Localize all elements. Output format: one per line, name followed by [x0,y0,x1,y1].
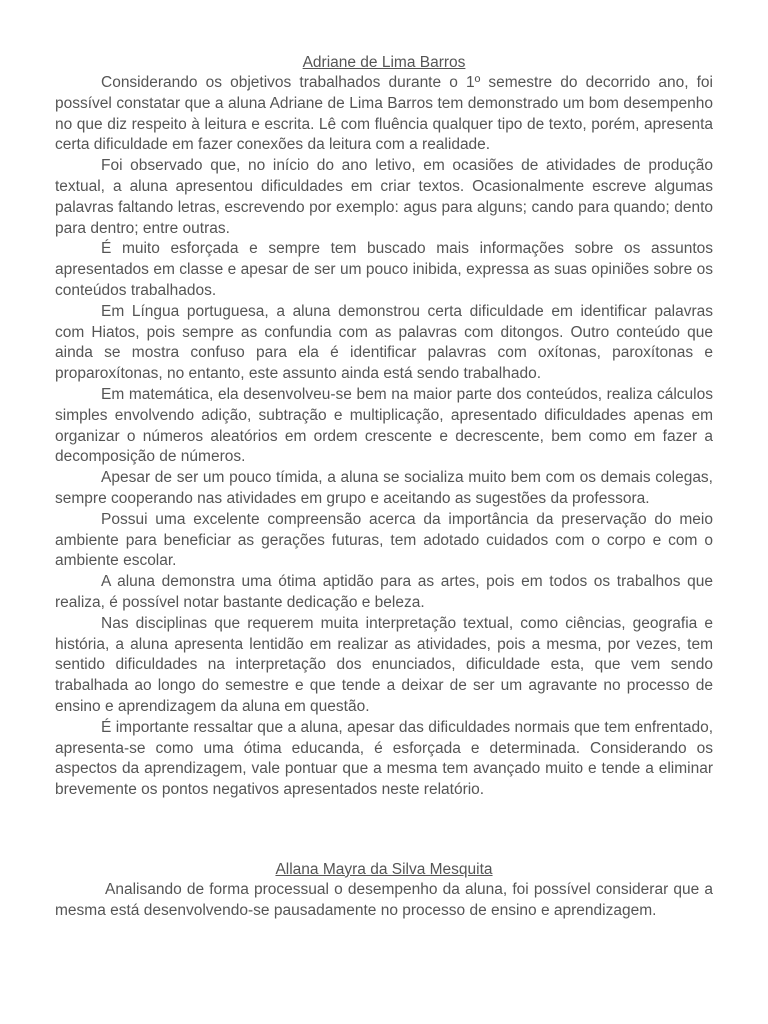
report-paragraph: É importante ressaltar que a aluna, apesar das dificuldades normais que tem enfrentado, apresenta-se como uma ótima educanda, é esforçada e determinada. Considerando os aspectos da aprendizagem, vale pontuar que a mesma tem avançado muito e tende a eliminar brevemente os pontos negativos apresentados neste relatório. [55,718,713,799]
report-paragraph: A aluna demonstra uma ótima aptidão para as artes, pois em todos os trabalhos que realiza, é possível notar bastante dedicação e beleza. [55,573,713,611]
report-paragraph: Foi observado que, no início do ano letivo, em ocasiões de atividades de produção textual, a aluna apresentou dificuldades em criar textos. Ocasionalmente escreve algumas palavras faltando letras, escrevendo por exemplo: agus para alguns; cando para quando; dento para dentro; entre outras. [55,157,713,237]
document-page [55,52,713,921]
report-paragraph: Em matemática, ela desenvolveu-se bem na maior parte dos conteúdos, realiza cálculos simples envolvendo adição, subtração e multiplicação, apresentado dificuldades apenas em organizar o números aleatórios em ordem crescente e decrescente, bem como em fazer a decomposição de números. [55,385,713,466]
report-paragraph: Em Língua portuguesa, a aluna demonstrou certa dificuldade em identificar palavras com Hiatos, pois sempre as confundia com as palavras com ditongos. Outro conteúdo que ainda se mostra confuso para ela é identificar palavras com oxítonas, paroxítonas e proparoxítonas, no entanto, este assunto ainda está sendo trabalhado. [55,302,713,383]
student-name-heading: Adriane de Lima Barros [302,54,466,71]
report-paragraph: Considerando os objetivos trabalhados durante o 1º semestre do decorrido ano, foi possível constatar que a aluna Adriane de Lima Barros tem demonstrado um bom desempenho no que diz respeito à leitura e escrita. Lê com fluência qualquer tipo de texto, porém, apresenta certa dificuldade em fazer conexões da leitura com a realidade. [55,74,713,154]
student-report-allana [55,859,713,922]
report-paragraph: É muito esforçada e sempre tem buscado mais informações sobre os assuntos apresentados em classe e apesar de ser um pouco inibida, expressa as suas opiniões sobre os conteúdos trabalhados. [55,240,713,299]
report-paragraph: Possui uma excelente compreensão acerca da importância da preservação do meio ambiente para beneficiar as gerações futuras, tem adotado cuidados com o corpo e com o ambiente escolar. [55,510,713,570]
report-paragraph: Analisando de forma processual o desempenho da aluna, foi possível considerar que a mesma está desenvolvendo-se pausadamente no processo de ensino e aprendizagem. [55,880,713,919]
student-name-heading: Allana Mayra da Silva Mesquita [275,860,493,878]
report-paragraph: Apesar de ser um pouco tímida, a aluna se socializa muito bem com os demais colegas, sempre cooperando nas atividades em grupo e aceitando as sugestões da professora. [55,469,713,507]
report-paragraph: Nas disciplinas que requerem muita interpretação textual, como ciências, geografia e história, a aluna apresenta lentidão em realizar as atividades, pois a mesma, por vezes, tem sentido dificuldades na interpretação dos enunciados, dificuldade esta, que vem sendo trabalhada ao longo do semestre e que tende a deixar de ser um agravante no processo de ensino e aprendizagem da aluna em questão. [55,614,713,715]
student-report-adriane [55,52,713,801]
